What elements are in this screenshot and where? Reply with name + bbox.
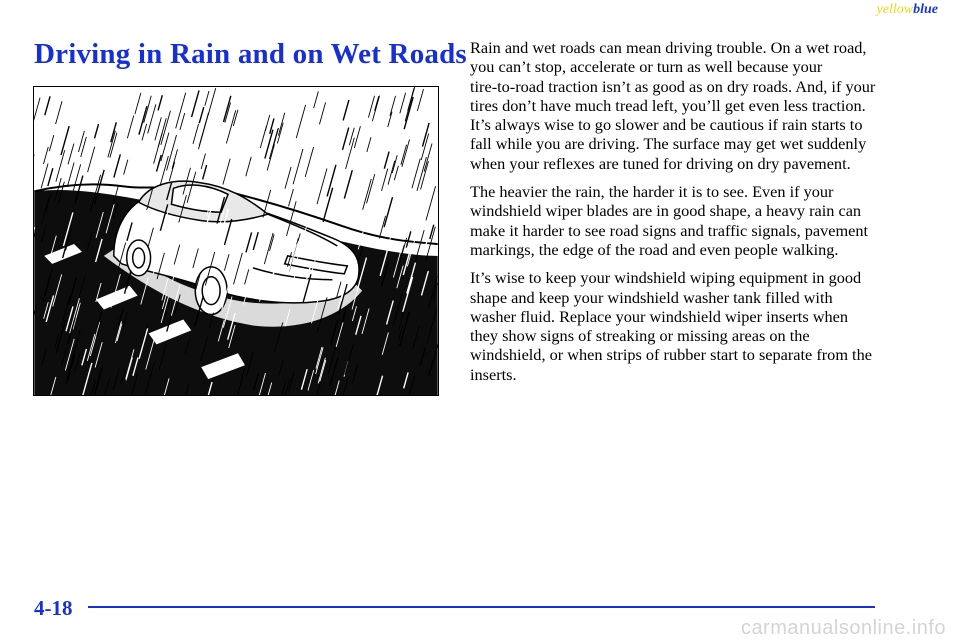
watermark: carmanualsonline.info	[740, 617, 946, 639]
corner-tag-yellow: yellow	[876, 2, 914, 17]
paragraph-3: It’s wise to keep your windshield wiping equipment in good shape and keep your windshield washer tank filled with washer fluid. Replace your windshield wiper inserts when they show signs of streaking or missing areas on the windshield, or when strips of rubber start to separate from the inserts.	[470, 268, 872, 384]
page-number: 4-18	[34, 596, 73, 620]
car-in-rain-illustration	[33, 86, 439, 396]
paragraph-2: The heavier the rain, the harder it is to see. Even if your windshield wiper blades are in good shape, a heavy rain can make it harder to see road signs and traffic signals, pavement markings, the edge of the road and even people walking.	[470, 182, 869, 259]
corner-tag-blue: blue	[913, 2, 938, 17]
section-title: Driving in Rain and on Wet Roads	[34, 38, 467, 70]
body-text	[470, 38, 880, 393]
footer-rule	[88, 606, 875, 608]
corner-tag	[877, 2, 938, 18]
illustration-svg	[34, 87, 438, 395]
paragraph-1: Rain and wet roads can mean driving trouble. On a wet road, you can’t stop, accelerate or turn as well because your tire‑to‑road traction isn’t as good as on dry roads. And, if your tires don’t have much tread left, you’ll get even less traction. It’s always wise to go slower and be cautious if rain starts to fall while you are driving. The surface may get wet suddenly when your reflexes are tuned for driving on dry pavement.	[470, 38, 876, 173]
